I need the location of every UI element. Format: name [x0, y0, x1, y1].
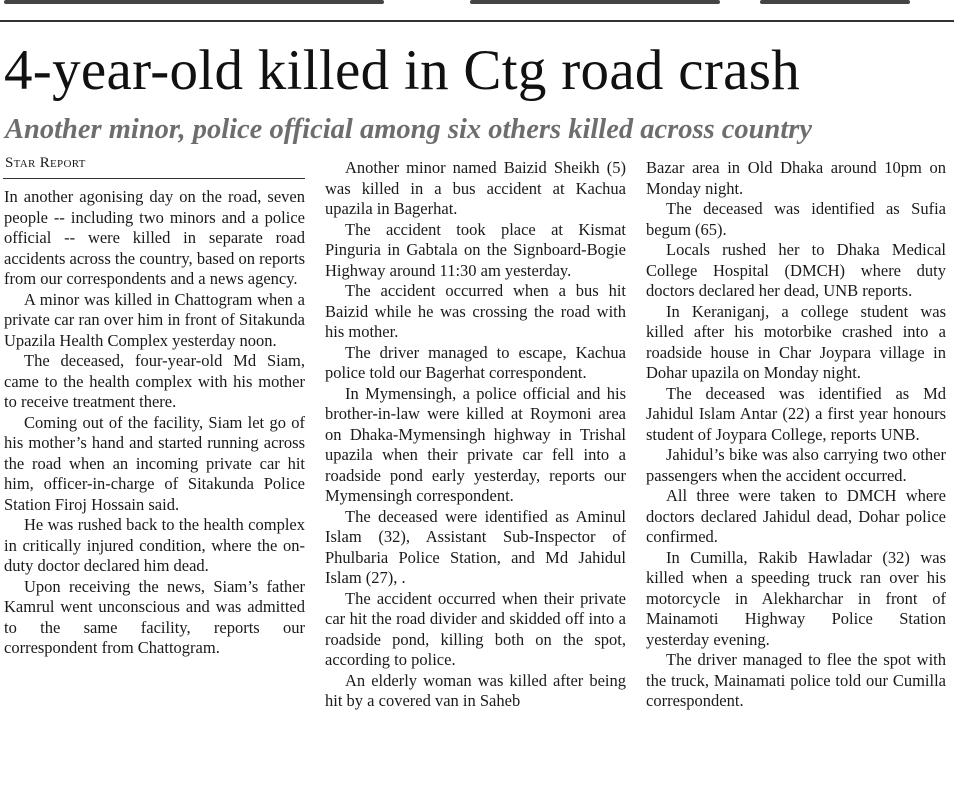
- paragraph: The driver managed to escape, Kachua police told our Bagerhat correspondent.: [325, 342, 626, 382]
- paragraph: A minor was killed in Chattogram when a private car ran over him in front of Sitakunda Upazila Health Complex yesterday noon.: [4, 289, 305, 350]
- top-rule: [0, 20, 954, 22]
- paragraph: Locals rushed her to Dhaka Medical College Hospital (DMCH) where duty doctors declared her dead, UNB reports.: [646, 240, 946, 300]
- paragraph: An elderly woman was killed after being hit by a covered van in Saheb: [325, 670, 626, 710]
- paragraph: In another agonising day on the road, seven people -- including two minors and a police official -- were killed in separate road accidents across the country, based on reports from our correspondents and a news agency.: [4, 187, 305, 288]
- paragraph: The deceased was identified as Sufia begum (65).: [646, 199, 946, 239]
- paragraph: In Mymensingh, a police official and his brother-in-law were killed at Roymoni area on Dhaka-Mymensingh highway in Trishal upazila when their private car fell into a roadside pond early yesterday, reports our Mymensingh correspondent.: [325, 383, 626, 505]
- paragraph: Jahidul’s bike was also carrying two other passengers when the accident occurred.: [646, 445, 946, 485]
- paragraph: The accident occurred when their private car hit the road divider and skidded off into a roadside pond, killing both on the spot, according to police.: [325, 588, 626, 669]
- article-column-3: [646, 158, 946, 712]
- paragraph: The accident occurred when a bus hit Baizid while he was crossing the road with his mother.: [325, 281, 626, 341]
- paragraph: Coming out of the facility, Siam let go of his mother’s hand and started running across the road when an incoming private car hit him, officer-in-charge of Sitakunda Police Station Firoj Hossain said.: [4, 412, 305, 514]
- cropped-header-text: [0, 0, 954, 8]
- paragraph: The driver managed to flee the spot with the truck, Mainamati police told our Cumilla correspondent.: [646, 650, 946, 710]
- article-column-2: [325, 158, 626, 712]
- byline: Star Report: [5, 155, 86, 171]
- paragraph: The deceased were identified as Aminul Islam (32), Assistant Sub-Inspector of Phulbaria Police Station, and Md Jahidul Islam (27), .: [325, 506, 626, 587]
- headline: 4-year-old killed in Ctg road crash: [4, 39, 801, 102]
- paragraph: All three were taken to DMCH where doctors declared Jahidul dead, Dohar police confirmed.: [646, 486, 946, 546]
- article-column-1: [4, 187, 305, 659]
- paragraph: The deceased, four-year-old Md Siam, came to the health complex with his mother to receive treatment there.: [4, 351, 305, 411]
- paragraph: The accident took place at Kismat Pinguria in Gabtala on the Signboard-Bogie Highway around 11:30 am yesterday.: [325, 219, 626, 280]
- paragraph: Bazar area in Old Dhaka around 10pm on Monday night.: [646, 158, 946, 198]
- byline-rule: [3, 178, 305, 179]
- paragraph: In Cumilla, Rakib Hawladar (32) was killed when a speeding truck ran over his motorcycle in Alekharchar in front of Mainamoti Highway Police Station yesterday evening.: [646, 547, 946, 649]
- paragraph: In Keraniganj, a college student was killed after his motorbike crashed into a roadside house in Char Joypara village in Dohar upazila on Monday night.: [646, 301, 946, 382]
- paragraph: He was rushed back to the health complex in critically injured condition, where the on-duty doctor declared him dead.: [4, 515, 305, 575]
- paragraph: The deceased was identified as Md Jahidul Islam Antar (22) a first year honours student of Joypara College, reports UNB.: [646, 383, 946, 444]
- subheadline: Another minor, police official among six others killed across country: [5, 114, 813, 145]
- paragraph: Another minor named Baizid Sheikh (5) was killed in a bus accident at Kachua upazila in Bagerhat.: [325, 158, 626, 218]
- paragraph: Upon receiving the news, Siam’s father Kamrul went unconscious and was admitted to the same facility, reports our correspondent from Chattogram.: [4, 576, 305, 657]
